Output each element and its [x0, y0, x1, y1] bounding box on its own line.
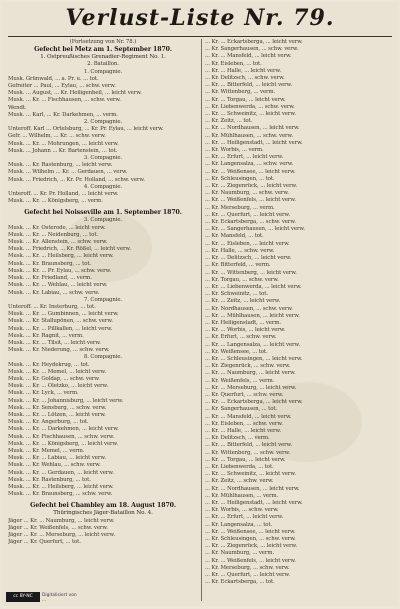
title-rule — [8, 36, 392, 37]
entry-line: ... Kr. ... Querfurt, ... leicht verw. — [205, 572, 291, 579]
entry-line: ... Kr. ... Schweinitz, ... leicht verw. — [205, 471, 296, 478]
entry-line: ... Kr. Eckartsberga, ... tot. — [205, 579, 275, 586]
entry-line: Musk. ... Kr. Braunsberg, ... schw. verw. — [8, 491, 113, 498]
section-heading: Gefecht bei Noisseville am 1. September 1870. — [24, 209, 182, 217]
entry-line: ... Kr. Nordhausen, ... schw. verw. — [205, 305, 293, 312]
entry-line: ... Kr. ... Heiligenstadt, ... leicht verw. — [205, 500, 303, 506]
section-heading: Gefecht bei Metz am 1. September 1870. — [34, 46, 172, 54]
entry-line: Musk. ... Kr. Sensburg, ... schw. verw. — [8, 404, 107, 411]
entry-line: Wendt. — [8, 104, 27, 111]
entry-line: Musk. ... Friedrich, ... Kr. Rößel, ... leicht verw. — [8, 246, 131, 253]
newspaper-page — [2, 2, 398, 606]
entry-line: Musk. ... Kr. Niederung, ... schw. verw. — [8, 347, 110, 354]
regiment-heading: 1. Ostpreußisches Grenadier-Regiment No. 1. — [40, 54, 166, 61]
entry-line: ... Kr. ... Nordhausen, ... leicht verw. — [205, 125, 300, 132]
entry-line: ... Kr. ... Ziegenrück, ... leicht verw. — [205, 183, 298, 190]
entry-line: ... Kr. Langensalza, ... tot. — [205, 521, 273, 528]
entry-line: Musk. ... Karl, ... Kr. Darkehmen, ... verm. — [8, 111, 118, 118]
entry-line: Jäger ... Kr. ... Merseburg, ... leicht verw. — [8, 532, 115, 538]
entry-line: Musk. ... Kr. ... Gumbinnen, ... leicht verw. — [8, 311, 119, 318]
unit-heading: 3. Compagnie. — [83, 155, 123, 162]
unit-heading: 4. Compagnie. — [83, 183, 123, 190]
entry-line: ... Kr. ... Merseburg, ... leicht verw. — [205, 384, 297, 391]
entry-line: Musk. ... Kr. ... Lötzen, ... leicht verw. — [8, 411, 106, 418]
entry-line: ... Kr. Delitzsch, ... schw. verw. — [205, 75, 285, 82]
entry-line: Musk. ... Kr. Friedland, ... verm. — [8, 275, 92, 282]
entry-line: ... Kr. ... Weißensee, ... leicht verw. — [205, 528, 296, 535]
entry-line: ... Kr. Mansfeld, ... tot. — [205, 233, 264, 240]
entry-line: ... Kr. Weißenfels, ... verm. — [205, 377, 275, 384]
entry-line: ... Kr. ... Erfurt, ... leicht verw. — [205, 154, 284, 161]
entry-line: Musk. ... Kr. ... Neidenburg, ... tot. — [8, 231, 99, 238]
regiment-heading: Thüringisches Jäger-Bataillon No. 4. — [53, 510, 153, 517]
entry-line: ... Kr. ... Eckartsberga, ... leicht verw. — [205, 399, 303, 406]
entry-line: ... Kr. Sangerhausen, ... tot. — [205, 406, 278, 413]
entry-line: Unteroff. ... Kr. Pr. Holland, ... leicht verw. — [8, 191, 119, 198]
entry-line: ... Kr. Merseburg, ... verm. — [205, 204, 275, 211]
entry-line: ... Kr. ... Langensalza, ... leicht verw. — [205, 341, 300, 348]
entry-line: ... Kr. Eckartsberga, ... schw. verw. — [205, 219, 296, 226]
page-title: Verlust-Liste Nr. 79. — [65, 5, 335, 31]
entry-line: ... Kr. Worbis, ... schw. verw. — [205, 507, 279, 514]
entry-line: ... Kr. ... Schweinitz, ... leicht verw. — [205, 111, 296, 118]
entry-line: Musk. ... Kr. ... Tilsit, ... leicht verw. — [8, 339, 101, 346]
entry-line: Musk. ... Kr. ... Heilsberg, ... leicht verw. — [8, 253, 114, 260]
credit-line-2: ... — [42, 598, 47, 603]
unit-heading: 7. Compagnie. — [83, 296, 123, 303]
credit-line-1: Digitalisiert von — [42, 593, 77, 598]
entry-line: Musk. ... Kr. Angerburg, ... tot. — [8, 419, 89, 426]
section-heading: Gefecht bei Chambley am 18. August 1870. — [30, 502, 176, 510]
entry-line: Musk. ... Kr. ... Königsberg, ... leicht verw. — [8, 440, 118, 447]
entry-line: ... Kr. ... Halle, ... leicht verw. — [205, 67, 281, 74]
entry-line: Musk. ... Kr. ... Memel, ... leicht verw. — [8, 368, 107, 375]
entry-line: ... Kr. ... Torgau, ... leicht verw. — [205, 96, 286, 103]
entry-line: Jäger ... Kr. ... Naumburg, ... leicht verw. — [8, 517, 115, 524]
entry-line: Gefreiter ... Paul, ... Eylau, ... schw. verw. — [8, 83, 116, 90]
entry-line: ... Kr. ... Bitterfeld, ... leicht verw. — [205, 442, 293, 449]
license-badge[interactable]: cc BY-NC — [6, 592, 40, 602]
entry-line: ... Kr. Liebenwerda, ... schw. verw. — [205, 103, 295, 110]
entry-line: Musk. ... Kr. Goldap, ... schw. verw. — [8, 375, 100, 382]
entry-line: Musk. ... Kr. ... Johannisburg, ... leicht verw. — [8, 397, 124, 404]
entry-line: ... Kr. ... Mansfeld, ... leicht verw. — [205, 413, 292, 420]
entry-line: ... Kr. ... Schleusingen, ... leicht verw. — [205, 355, 303, 362]
entry-line: ... Kr. Naumburg, ... schw. verw. — [205, 190, 289, 197]
entry-line: Musk. ... Kr. ... Gerdauen, ... leicht verw. — [8, 469, 114, 476]
entry-line: ... Kr. Wittenberg, ... schw. verw. — [205, 449, 291, 456]
entry-line: Musk. ... Kr. ... Pillkallen, ... leicht verw. — [8, 325, 113, 332]
entry-line: Unteroff. ... Kr. Insterburg, ... tot. — [8, 303, 96, 310]
entry-line: ... Kr. Mühlhausen, ... verm. — [205, 492, 279, 499]
entry-line: ... Kr. Schleusingen, ... schw. verw. — [205, 536, 296, 543]
entry-line: ... Kr. ... Querfurt, ... leicht verw. — [205, 211, 291, 218]
entry-line: Musk. ... Kr. Wehlau, ... schw. verw. — [8, 462, 101, 469]
entry-line: Musk. ... Kr. Osterode, ... leicht verw. — [8, 224, 106, 231]
entry-line: ... Kr. ... Torgau, ... leicht verw. — [205, 456, 286, 463]
entry-line: Musk. ... Johann ... Kr. Bartenstein, ... tot. — [8, 147, 118, 154]
right-column — [205, 39, 395, 599]
entry-line: ... Kr. ... Weißensee, ... leicht verw. — [205, 168, 296, 175]
entry-line: ... Kr. ... Delitzsch, ... leicht verw. — [205, 255, 292, 262]
entry-line: ... Kr. ... Weißenfels, ... leicht verw. — [205, 197, 296, 204]
entry-line: Musk. ... Kr. ... Königsberg, ... verm. — [8, 198, 103, 205]
entry-line: Gefr. ... Wilhelm, ... Kr. ... schw. verw. — [8, 133, 106, 140]
entry-line: Musk. ... Kr. Lyck, ... verm. — [8, 390, 79, 397]
entry-line: ... Kr. Mühlhausen, ... schw. verw. — [205, 132, 294, 139]
unit-heading: 2. Compagnie. — [83, 119, 123, 126]
entry-line: ... Kr. Zeitz, ... schw. verw. — [205, 478, 274, 485]
entry-line: ... Kr. Weißensee, ... tot. — [205, 348, 268, 355]
entry-line: ... Kr. Merseburg, ... schw. verw. — [205, 564, 290, 571]
entry-line: ... Kr. Eisleben, ... tot. — [205, 60, 262, 67]
digitization-credit — [42, 593, 77, 603]
entry-line: Musk. ... Kr. Heydekrug, ... tot. — [8, 361, 90, 368]
entry-line: ... Kr. Ziegenrück, ... schw. verw. — [205, 363, 291, 370]
entry-line: ... Kr. ... Weißenfels, ... leicht verw. — [205, 557, 296, 564]
entry-line: ... Kr. Bitterfeld, ... verm. — [205, 262, 271, 269]
left-column — [8, 39, 198, 599]
entry-line: Musk. ... Kr. Labiau, ... schw. verw. — [8, 289, 100, 296]
entry-line: ... Kr. ... Mansfeld, ... leicht verw. — [205, 53, 292, 60]
entry-line: Musk. ... Wilhelm ... Kr. ... Gerdauen, ... verw. — [8, 169, 128, 176]
entry-line: Musk. ... Kr. ... Labiau, ... leicht verw. — [8, 455, 106, 462]
entry-line: ... Kr. Torgau, ... schw. verw. — [205, 276, 279, 283]
entry-line: ... Kr. Worbis, ... verm. — [205, 147, 264, 154]
entry-line: ... Kr. ... Sangerhausen, ... leicht verw. — [205, 226, 305, 233]
entry-line: Musk. ... Kr. ... Pr. Eylau, ... schw. verw. — [8, 267, 112, 274]
entry-line: Musk. ... Kr. ... Darkehmen, ... leicht verw. — [8, 426, 119, 433]
entry-line: Musk. ... Kr. Rastenburg, ... leicht verw. — [8, 162, 113, 169]
entry-line: ... Kr. ... Ziegenrück, ... leicht verw. — [205, 543, 298, 550]
entry-line: Jäger ... Kr. Querfurt, ... tot. — [8, 539, 81, 546]
entry-line: ... Kr. ... Zeitz, ... leicht verw. — [205, 298, 281, 305]
entry-line: ... Kr. ... Heiligenstadt, ... leicht verw. — [205, 139, 303, 146]
entry-line: ... Kr. Erfurt, ... schw. verw. — [205, 334, 277, 341]
unit-heading: (Fortsetzung von Nr. 78.) — [69, 39, 137, 45]
entry-line: Musk. ... Kr. Ragnit, ... verm. — [8, 332, 84, 339]
entry-line: ... Kr. Schweinitz, ... tot. — [205, 291, 268, 298]
entry-line: Musk. ... Kr. Allenstein, ... schw. verw. — [8, 239, 108, 246]
entry-line: ... Kr. Halle, ... schw. verw. — [205, 247, 275, 254]
entry-line: ... Kr. ... Halle, ... leicht verw. — [205, 427, 281, 434]
entry-line: Musk. ... Kr. ... Wehlau, ... leicht verw. — [8, 282, 108, 289]
entry-line: ... Kr. Sangerhausen, ... schw. verw. — [205, 46, 299, 53]
unit-heading: 3. Compagnie. — [83, 217, 123, 224]
entry-line: ... Kr. ... Liebenwerda, ... leicht verw. — [205, 283, 302, 290]
entry-line: Musk. ... August, ... Kr. Heiligenbeil, ... leicht verw. — [8, 90, 142, 97]
entry-line: ... Kr. ... Erfurt, ... leicht verw. — [205, 514, 284, 521]
entry-line: ... Kr. Zeitz, ... tot. — [205, 118, 253, 125]
entry-line: Musk. ... Kr. Memel, ... verm. — [8, 447, 85, 454]
unit-heading: 2. Bataillon. — [87, 61, 119, 68]
entry-line: ... Kr. ... Wittenberg, ... leicht verw. — [205, 269, 297, 276]
entry-line: ... Kr. Querfurt, ... schw. verw. — [205, 391, 284, 398]
entry-line: ... Kr. ... Naumburg, ... leicht verw. — [205, 370, 296, 377]
unit-heading: 1. Compagnie. — [83, 68, 123, 75]
entry-line: Musk. ... Kr. Braunsberg, ... tot. — [8, 260, 92, 267]
entry-line: ... Kr. ... Worbis, ... leicht verw. — [205, 327, 286, 334]
entry-line: Musk. ... Friedrich, ... Kr. Pr. Holland, ... schw. verw. — [8, 176, 145, 183]
entry-line: Musk. Grünwald, ... a. Pr. u. ... tot. — [8, 75, 99, 82]
entry-line: ... Kr. Langensalza, ... schw. verw. — [205, 161, 294, 168]
entry-line: Musk. ... Kr. ... Oletzko, ... leicht verw. — [8, 383, 108, 390]
entry-line: Unteroff. Karl ... Ortelsburg, ... Kr. Pr. Eylau, ... leicht verw. — [8, 126, 164, 133]
entry-line: Musk. ... Kr. Rastenburg, ... tot. — [8, 476, 91, 483]
entry-line: ... Kr. ... Mühlhausen, ... leicht verw. — [205, 312, 300, 319]
entry-line: ... Kr. ... Bitterfeld, ... leicht verw. — [205, 82, 293, 89]
entry-line: ... Kr. Delitzsch, ... verm. — [205, 435, 270, 442]
unit-heading: 8. Compagnie. — [83, 354, 123, 361]
entry-line: ... Kr. Eisleben, ... schw. verw. — [205, 420, 283, 427]
entry-line: Musk. ... Kr. ... Heilsberg, ... leicht verw. — [8, 483, 114, 490]
entry-line: Musk. ... Kr. Stallupönen, ... schw. verw. — [8, 318, 113, 325]
entry-line: ... Kr. Naumburg, ... verm. — [205, 550, 274, 557]
entry-line: ... Kr. ... Eckartsberga, ... leicht verw. — [205, 39, 303, 45]
entry-line: Musk. ... Kr. ... Mohrungen, ... leicht verw. — [8, 140, 119, 147]
entry-line: Musk. ... Kr. ... Fischhausen, ... schw. verw. — [8, 97, 121, 104]
entry-line: ... Kr. Schleusingen, ... tot. — [205, 175, 275, 182]
entry-line: ... Kr. ... Eisleben, ... leicht verw. — [205, 240, 290, 247]
entry-line: ... Kr. ... Nordhausen, ... leicht verw. — [205, 485, 300, 492]
column-divider — [201, 39, 202, 601]
entry-line: ... Kr. Liebenwerda, ... tot. — [205, 463, 274, 470]
entry-line: Musk. ... Kr. Fischhausen, ... schw. verw. — [8, 433, 115, 440]
entry-line: ... Kr. Wittenberg, ... verm. — [205, 89, 276, 96]
entry-line: ... Kr. Heiligenstadt, ... verm. — [205, 319, 281, 326]
entry-line: Jäger ... Kr. Weißenfels, ... schw. verw. — [8, 524, 108, 531]
